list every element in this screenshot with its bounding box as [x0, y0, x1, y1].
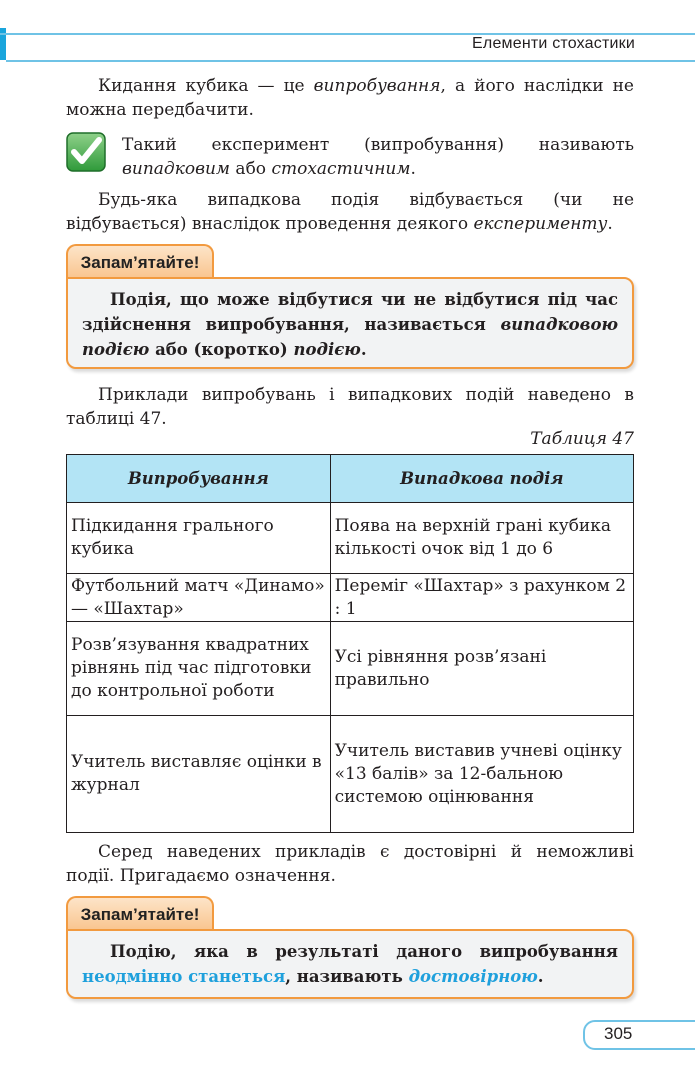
table-cell: Учитель виставляє оцінки в журнал — [67, 716, 331, 833]
header-underline — [6, 60, 695, 62]
checkmark-icon — [66, 130, 106, 174]
remember-box-random-event — [66, 277, 634, 369]
text: . — [537, 967, 544, 986]
table-cell: Розв’язування квадратних рівнянь під час підготовки до контрольної роботи — [67, 622, 331, 716]
term-stochastic: стохастичним — [271, 159, 411, 179]
text: . — [607, 214, 613, 234]
text: Подія, що може відбутися чи не відбутися під час здійснення випробування, називається — [82, 290, 618, 334]
text: Такий експеримент (випробування) називають — [122, 135, 634, 155]
table-cell: Футбольний матч «Динамо» — «Шахтар» — [67, 574, 331, 622]
text: Кидання кубика — це — [98, 76, 314, 96]
paragraph-experiment — [66, 188, 634, 236]
highlight-certain: неодмінно станеться — [82, 967, 286, 986]
page-number: 305 — [604, 1024, 633, 1043]
text: . — [360, 340, 367, 359]
remember-box-certain-event — [66, 929, 634, 999]
table-cell: Поява на верхній грані кубика кількості очок від 1 до 6 — [330, 503, 633, 574]
term-event: подією — [293, 340, 361, 359]
term-trial: випробування — [313, 76, 441, 96]
text: , а його наслідки не можна передбачити. — [66, 76, 634, 120]
text: , називають — [285, 967, 409, 986]
table-row — [67, 574, 634, 622]
paragraph-random-experiment — [122, 133, 634, 181]
table-header-row — [67, 455, 634, 503]
column-header: Випадкова подія — [330, 455, 633, 503]
table-cell: Учитель виставив учневі оцінку «13 балів» за 12-бальною системою оцінювання — [330, 716, 633, 833]
text: Подію, яка в результаті даного випробування — [110, 942, 618, 961]
running-header-title: Елементи стохастики — [472, 35, 635, 52]
term-certain: достовірною — [408, 967, 538, 986]
table-47 — [66, 454, 634, 833]
text: . — [410, 159, 416, 179]
text: Будь-яка випадкова подія відбувається (чи не відбувається) внаслідок проведення деякого — [66, 190, 634, 234]
remember-tab: Запам’ятайте! — [66, 244, 214, 278]
paragraph-examples-intro: Приклади випробувань і випадкових подій наведено в таблиці 47. — [66, 385, 634, 429]
text: або — [230, 159, 272, 179]
table-caption: Таблиця 47 — [530, 429, 634, 449]
paragraph-after-table: Серед наведених прикладів є достовірні й неможливі події. Пригадаємо означення. — [66, 842, 634, 886]
term-random-event: випадковою подією — [82, 315, 618, 359]
table-cell: Переміг «Шахтар» з рахунком 2 : 1 — [330, 574, 633, 622]
table-cell: Підкидання грального кубика — [67, 503, 331, 574]
term-random: випадковим — [122, 159, 231, 179]
term-experiment: експерименту — [473, 214, 608, 234]
table-row — [67, 716, 634, 833]
table-row — [67, 622, 634, 716]
paragraph-trial-definition — [66, 74, 634, 122]
remember-tab: Запам’ятайте! — [66, 896, 214, 930]
text: або (коротко) — [149, 340, 294, 359]
page-number-tab — [583, 1020, 695, 1050]
table-row — [67, 503, 634, 574]
table-cell: Усі рівняння розв’язані правильно — [330, 622, 633, 716]
column-header: Випробування — [67, 455, 331, 503]
